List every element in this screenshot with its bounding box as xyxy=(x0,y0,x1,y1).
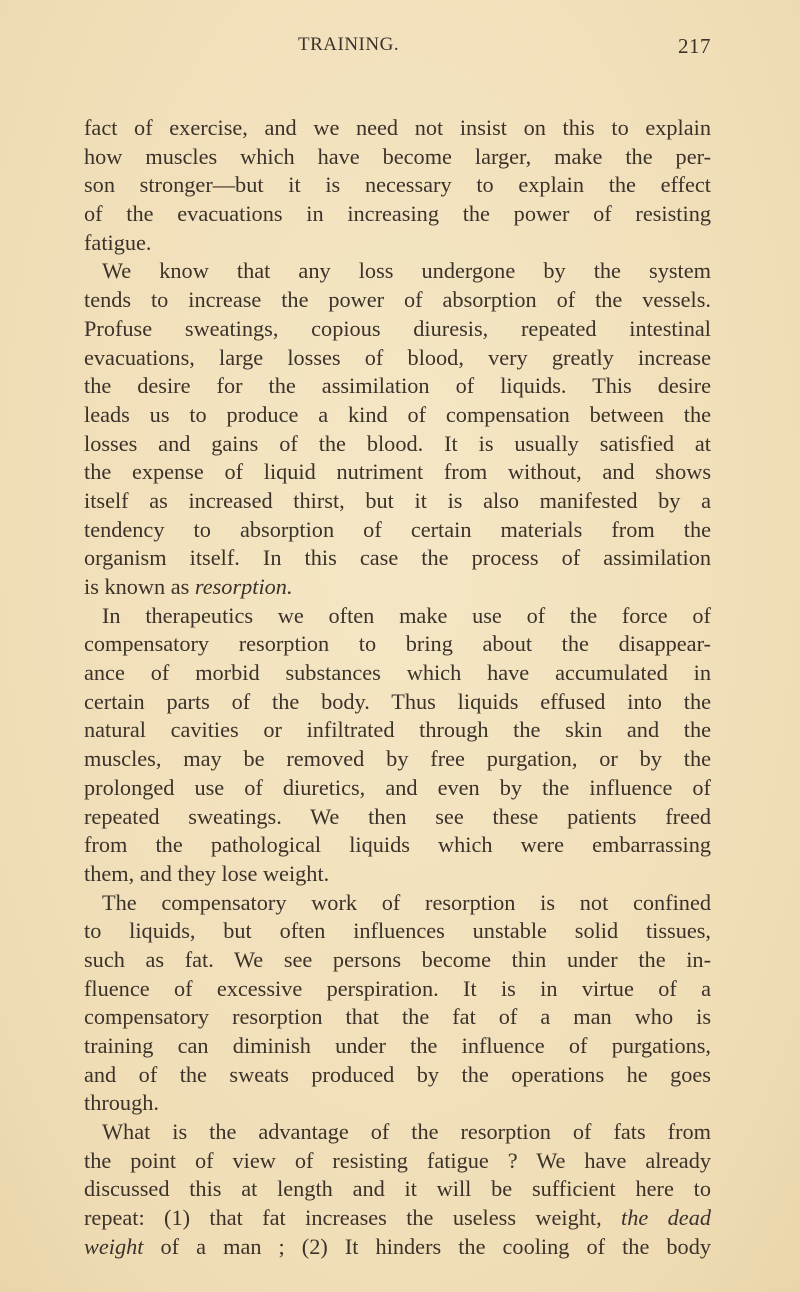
text-segment: compensatory resorption that the fat of a man who is xyxy=(84,1004,711,1030)
text-segment: fact of exercise, and we need not insist on this to explain xyxy=(84,115,711,140)
text-line xyxy=(84,286,711,315)
text-segment: evacuations, large losses of blood, very greatly increase xyxy=(84,344,711,370)
text-segment: prolonged use of diuretics, and even by the influence of xyxy=(84,774,711,800)
page-number: 217 xyxy=(678,34,711,58)
text-line xyxy=(84,544,711,573)
text-segment: tendency to absorption of certain materials from the xyxy=(84,516,711,542)
running-title: TRAINING. xyxy=(298,34,400,55)
text-segment: and of the sweats produced by the operations he goes xyxy=(84,1061,711,1087)
text-segment: Profuse sweatings, copious diuresis, repeated intestinal xyxy=(84,315,711,341)
text-line xyxy=(84,1233,711,1262)
text-line xyxy=(84,688,711,717)
text-segment: leads us to produce a kind of compensation between the xyxy=(84,401,711,427)
text-segment: losses and gains of the blood. It is usually satisfied at xyxy=(84,430,711,456)
text-line xyxy=(84,1175,711,1204)
text-segment: how muscles which have become larger, make the per- xyxy=(84,143,711,169)
text-segment: itself as increased thirst, but it is also manifested by a xyxy=(84,487,711,513)
text-segment: repeated sweatings. We then see these patients freed xyxy=(84,803,711,829)
text-line xyxy=(84,1089,711,1118)
text-line xyxy=(84,372,711,401)
text-line xyxy=(84,659,711,688)
text-line xyxy=(84,458,711,487)
italic-text: resorption. xyxy=(194,574,293,599)
text-segment: through. xyxy=(84,1090,159,1116)
text-segment: to liquids, but often influences unstable solid tissues, xyxy=(84,918,711,944)
text-line xyxy=(84,831,711,860)
text-line xyxy=(84,917,711,946)
italic-text: the dead xyxy=(621,1205,711,1231)
text-line xyxy=(84,315,711,344)
text-line xyxy=(84,975,711,1004)
text-line xyxy=(84,257,711,286)
text-segment: certain parts of the body. Thus liquids effused into the xyxy=(84,688,711,714)
text-segment: is known as xyxy=(84,574,195,599)
text-line xyxy=(84,889,711,918)
text-segment: discussed this at length and it will be sufficient here to xyxy=(84,1176,711,1202)
text-segment: fatigue. xyxy=(84,229,152,255)
text-line xyxy=(84,1061,711,1090)
text-line xyxy=(84,1003,711,1032)
text-line xyxy=(84,171,711,200)
text-line xyxy=(84,200,711,229)
text-line xyxy=(84,430,711,459)
text-segment: them, and they lose weight. xyxy=(84,860,330,886)
text-line xyxy=(84,946,711,975)
text-line xyxy=(84,344,711,373)
text-line xyxy=(84,487,711,516)
text-segment: The compensatory work of resorption is not confined xyxy=(102,889,711,915)
text-segment: compensatory resorption to bring about the disappear- xyxy=(84,631,711,657)
text-line xyxy=(84,229,711,258)
text-segment: repeat: (1) that fat increases the useless weight, xyxy=(84,1205,622,1231)
text-line xyxy=(84,1118,711,1147)
text-line xyxy=(84,774,711,803)
text-segment: ance of morbid substances which have accumulated in xyxy=(84,660,711,686)
text-line xyxy=(84,716,711,745)
text-line xyxy=(84,860,711,889)
text-segment: son stronger—but it is necessary to explain the effect xyxy=(84,172,711,198)
text-segment: of the evacuations in increasing the power of resisting xyxy=(84,201,711,227)
text-line xyxy=(84,1032,711,1061)
text-line xyxy=(84,1147,711,1176)
text-segment: the point of view of resisting fatigue ? We have already xyxy=(84,1147,711,1173)
text-line xyxy=(84,1204,711,1233)
page-header xyxy=(84,34,711,62)
text-segment: from the pathological liquids which were embarrassing xyxy=(84,832,711,858)
text-segment: the desire for the assimilation of liquids. This desire xyxy=(84,373,711,399)
italic-text: weight xyxy=(84,1233,144,1259)
text-segment: fluence of excessive perspiration. It is in virtue of a xyxy=(84,975,711,1001)
text-segment: of a man ; (2) It hinders the cooling of the body xyxy=(143,1233,711,1259)
text-segment: organism itself. In this case the process of assimilation xyxy=(84,545,711,571)
text-line xyxy=(84,573,711,602)
text-line xyxy=(84,602,711,631)
body-text xyxy=(84,114,711,1262)
text-segment: muscles, may be removed by free purgation, or by the xyxy=(84,746,711,772)
text-segment: training can diminish under the influence of purgations, xyxy=(84,1033,711,1058)
text-line xyxy=(84,745,711,774)
text-segment: In therapeutics we often make use of the force of xyxy=(102,602,711,628)
text-segment: What is the advantage of the resorption of fats from xyxy=(102,1119,711,1145)
text-segment: natural cavities or infiltrated through the skin and the xyxy=(84,717,711,743)
text-segment: We know that any loss undergone by the system xyxy=(102,258,711,284)
text-segment: such as fat. We see persons become thin under the in- xyxy=(84,946,711,972)
text-segment: the expense of liquid nutriment from without, and shows xyxy=(84,459,711,485)
text-line xyxy=(84,630,711,659)
text-line xyxy=(84,803,711,832)
text-segment: tends to increase the power of absorption of the vessels. xyxy=(84,287,711,313)
text-line xyxy=(84,516,711,545)
text-line xyxy=(84,143,711,172)
text-line xyxy=(84,114,711,143)
text-line xyxy=(84,401,711,430)
